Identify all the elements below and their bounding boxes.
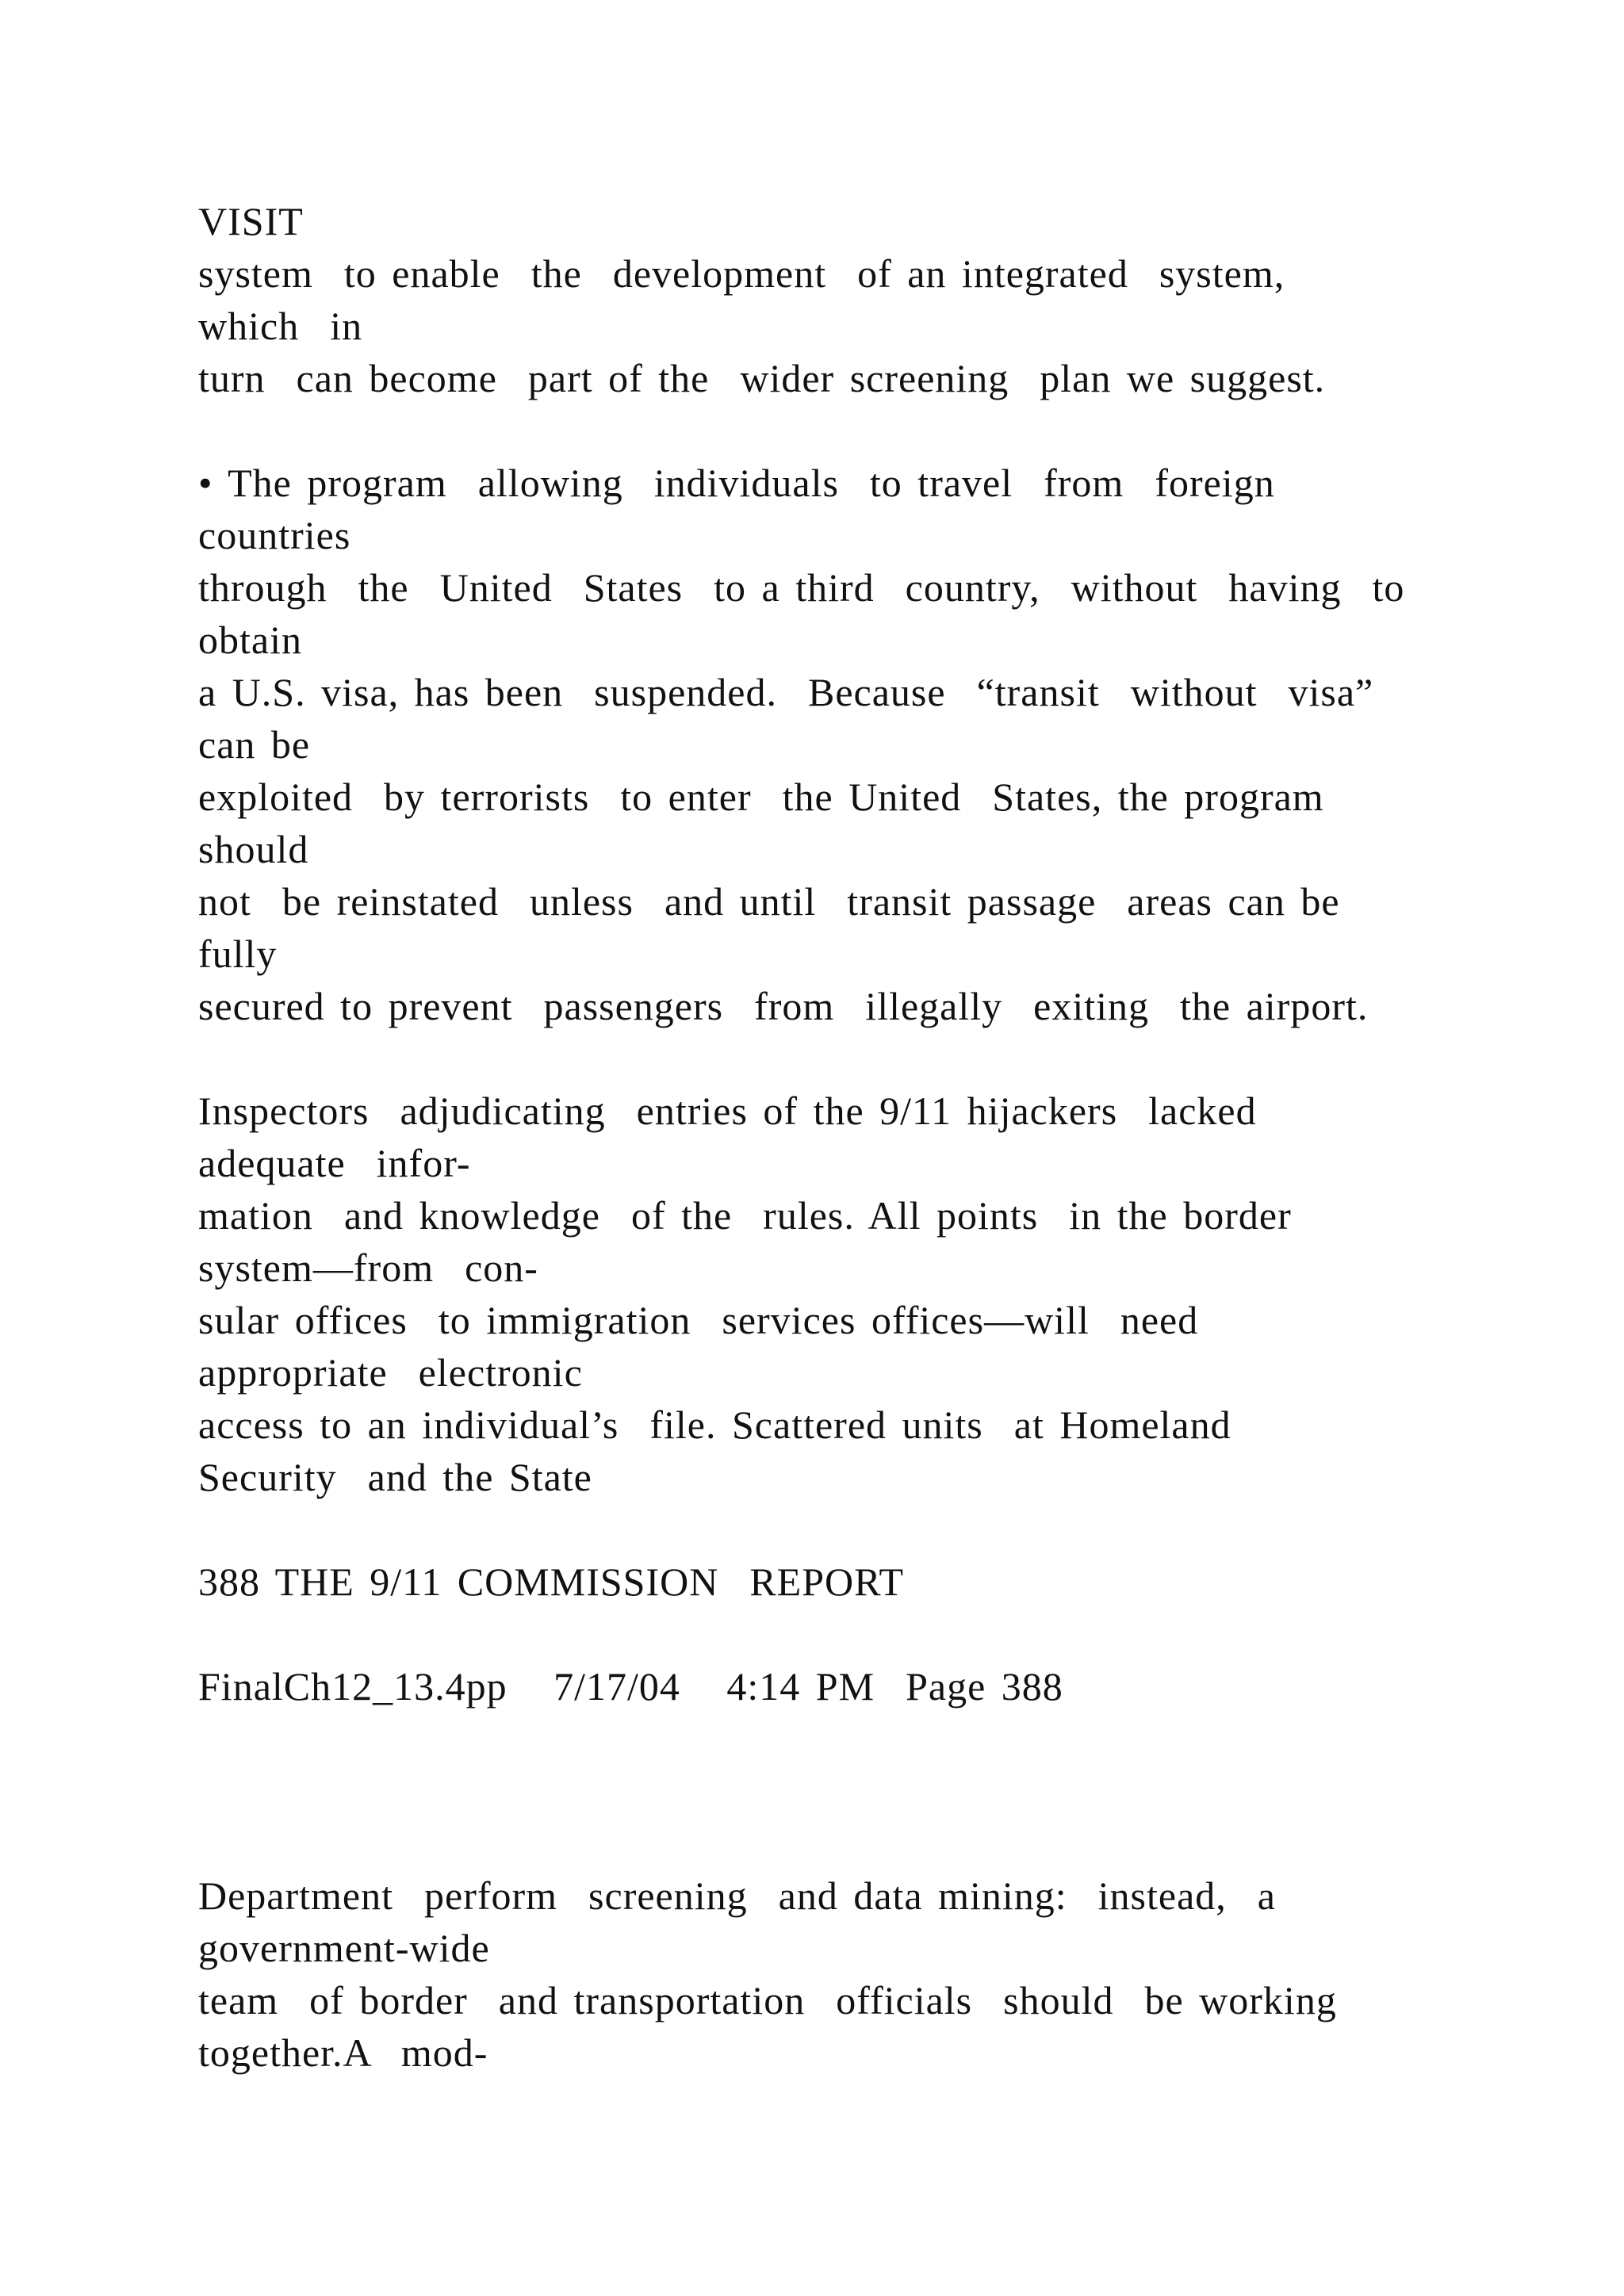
text-line: through the United States to a third country, without having to [198,565,1405,610]
text-line: turn can become part of the wider screening plan we suggest. [198,356,1326,400]
text-line: can be [198,722,311,767]
blank-line [198,1817,1594,1869]
blank-line [198,1503,1594,1556]
text-line: Inspectors adjudicating entries of the 9/11 hijackers lacked [198,1089,1257,1133]
text-line: obtain [198,618,302,662]
text-line: mation and knowledge of the rules. All points in the border [198,1193,1292,1238]
blank-line [198,1765,1594,1817]
document-text [198,195,1594,2079]
text-line: team of border and transportation officials should be working [198,1978,1337,2022]
text-line: a U.S. visa, has been suspended. Because “transit without visa” [198,670,1374,714]
print-slug: FinalCh12_13.4pp 7/17/04 4:14 PM Page 388 [198,1664,1063,1709]
blank-line [198,404,1594,457]
text-line: should [198,827,309,871]
page-footer-title: 388 THE 9/11 COMMISSION REPORT [198,1559,905,1604]
text-line: appropriate electronic [198,1350,583,1395]
text-line: not be reinstated unless and until transit passage areas can be [198,879,1340,924]
text-line: system to enable the development of an integrated system, [198,251,1285,296]
text-line: which in [198,304,363,348]
text-line: government-wide [198,1926,490,1970]
text-line: system—from con- [198,1246,538,1290]
blank-line [198,1032,1594,1085]
text-line: Department perform screening and data mining: instead, a [198,1873,1276,1918]
text-line: exploited by terrorists to enter the United States, the program [198,775,1324,819]
blank-line [198,1712,1594,1765]
text-line: fully [198,932,278,976]
text-line: secured to prevent passengers from illegally exiting the airport. [198,984,1369,1028]
text-line: together.A mod- [198,2030,488,2075]
text-line: • The program allowing individuals to travel from foreign [198,461,1275,505]
text-line: adequate infor- [198,1141,471,1185]
text-line: VISIT [198,199,304,243]
blank-line [198,1608,1594,1660]
text-line: countries [198,513,351,557]
text-line: Security and the State [198,1455,592,1499]
text-line: access to an individual’s file. Scattered units at Homeland [198,1402,1231,1447]
text-line: sular offices to immigration services offices—will need [198,1298,1199,1342]
